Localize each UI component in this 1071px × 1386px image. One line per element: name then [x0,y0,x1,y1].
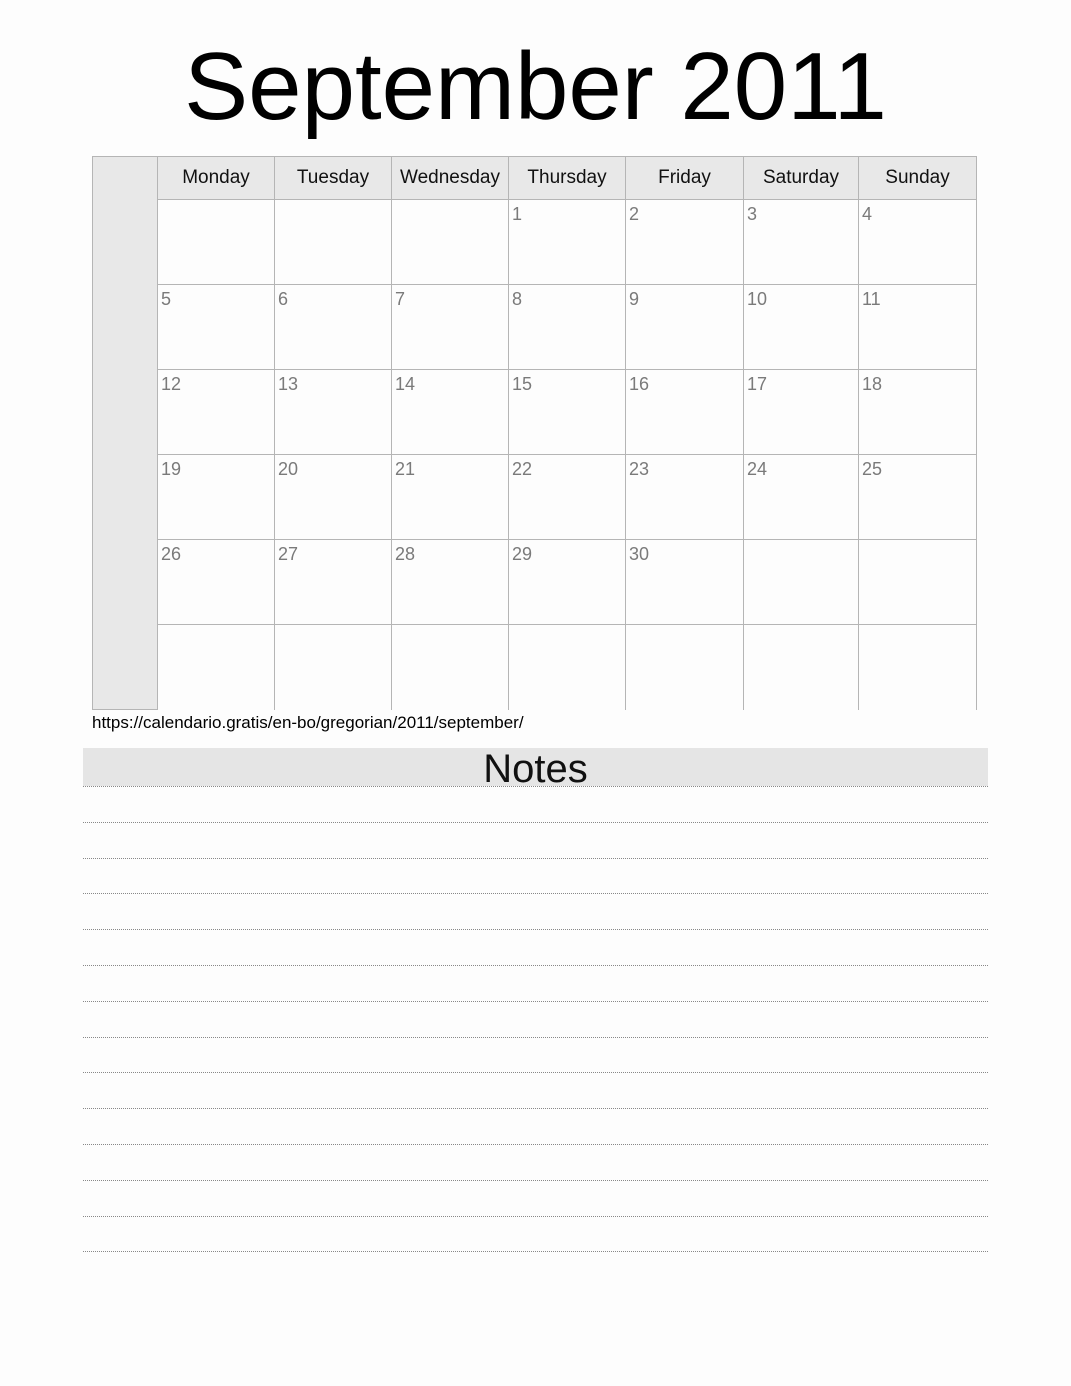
day-cell: 27 [275,540,392,625]
day-cell: 2 [626,200,744,285]
day-cell: 22 [509,455,626,540]
day-cell: 15 [509,370,626,455]
day-cell: 12 [158,370,275,455]
day-cell: 19 [158,455,275,540]
day-cell: 3 [744,200,859,285]
day-cell [392,200,509,285]
day-cell [744,625,859,710]
day-cell: 11 [859,285,976,370]
day-cell [626,625,744,710]
day-cell: 9 [626,285,744,370]
day-cell [275,625,392,710]
day-cell: 26 [158,540,275,625]
note-line [83,1216,988,1217]
day-cell [509,625,626,710]
note-line [83,1072,988,1073]
day-cell: 10 [744,285,859,370]
week-number-column [93,157,158,709]
day-cell [859,540,976,625]
source-url[interactable]: https://calendario.gratis/en-bo/gregorian/2011/september/ [92,713,524,732]
note-line [83,965,988,966]
day-cell [392,625,509,710]
day-cell: 5 [158,285,275,370]
weekday-header: Wednesday [392,157,509,200]
day-cell: 14 [392,370,509,455]
day-cell [275,200,392,285]
month-calendar [92,156,977,710]
note-line [83,786,988,787]
day-cell: 4 [859,200,976,285]
day-cell: 7 [392,285,509,370]
day-cell [744,540,859,625]
weekday-header: Saturday [744,157,859,200]
note-line [83,1037,988,1038]
note-line [83,858,988,859]
day-cell: 17 [744,370,859,455]
note-line [83,1108,988,1109]
day-cell: 28 [392,540,509,625]
day-cell: 29 [509,540,626,625]
note-line [83,1001,988,1002]
day-cell [158,200,275,285]
note-line [83,1180,988,1181]
day-cell [859,625,976,710]
day-cell [158,625,275,710]
day-cell: 16 [626,370,744,455]
weekday-header: Monday [158,157,275,200]
page-title: September 2011 [184,33,887,140]
weekday-header: Friday [626,157,744,200]
weekday-header: Tuesday [275,157,392,200]
day-cell: 25 [859,455,976,540]
note-line [83,822,988,823]
day-cell: 13 [275,370,392,455]
day-cell: 6 [275,285,392,370]
weekday-header: Thursday [509,157,626,200]
note-line [83,1251,988,1252]
day-cell: 24 [744,455,859,540]
day-cell: 1 [509,200,626,285]
weekday-header: Sunday [859,157,976,200]
day-cell: 8 [509,285,626,370]
day-cell: 23 [626,455,744,540]
note-line [83,929,988,930]
note-line [83,1144,988,1145]
day-cell: 20 [275,455,392,540]
calendar-grid [158,157,976,709]
note-line [83,893,988,894]
notes-title: Notes [83,748,988,786]
day-cell: 21 [392,455,509,540]
day-cell: 18 [859,370,976,455]
day-cell: 30 [626,540,744,625]
